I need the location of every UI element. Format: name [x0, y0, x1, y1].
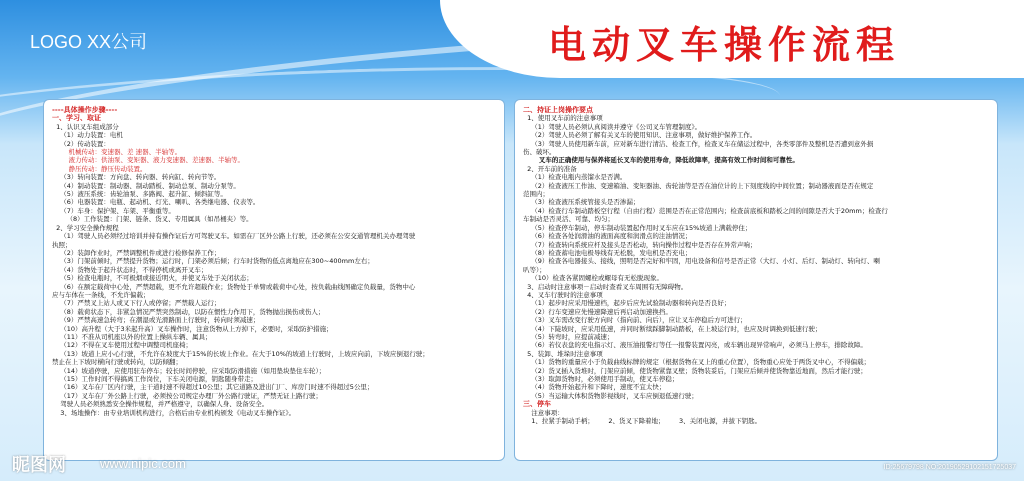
- text-line: （4）货物开始起升和下降时，速度不宜太快；: [523, 383, 666, 392]
- text-line: 一、学习、取证: [52, 114, 101, 123]
- text-line: 注意事项：: [523, 408, 564, 417]
- company-logo-text: LOGO XX公司: [30, 32, 148, 52]
- text-line: （4）货物处于起升状态时，不得停机或离开叉车；: [52, 265, 208, 274]
- watermark-id: ID:25679798 NO:20190529102151725037: [883, 464, 1016, 471]
- text-line: 执照；: [52, 240, 72, 249]
- text-line: （11）不准从司机座以外的位置上操纵车辆、属具；: [52, 332, 212, 341]
- text-line: （5）液压系统：齿轮油泵、多路阀、起升缸、倾斜缸等。: [52, 190, 227, 199]
- text-line: （3）门架前倾时，严禁提升货物；运行时，门架必须后倾；行车时货物的低点离地应在300~400mm左右；: [52, 257, 374, 266]
- text-line: （5）检查电瓶时，不可极烟或接近明火，并使叉车处于关闭状态；: [52, 274, 253, 283]
- text-line: （2）装卸作业时，严禁调整机件或进行检修保养工作；: [52, 248, 221, 257]
- text-line: 机械传动：变速器、差 速器、半轴等。: [52, 148, 182, 157]
- text-line: ----具体操作步骤----: [52, 106, 118, 114]
- text-line: （1）动力装置：电机: [52, 131, 123, 140]
- text-line: （5）转弯时，应提前减速；: [523, 332, 614, 341]
- text-line: （1）检查电瓶内蒸馏水是否满。: [523, 173, 627, 182]
- text-line: （3）取卸货物时，必须使用手制动，使叉车停稳；: [523, 375, 679, 383]
- right-panel: [514, 99, 998, 461]
- text-line: （4）检查行车制动踏板空行程（自由行程）范围是否在正常范围内；检查前底板和踏板之间的间隙是否大于20mm；检查行: [523, 206, 888, 215]
- text-line: （1）驾驶人员必须认真阅读并遵守《公司叉车管理制度》。: [523, 122, 702, 131]
- text-line: （6）在额定载荷中心处，严禁超载，更不允许超载作业；货物处于单臂或载荷中心处，按负载曲线图确定负载量，货物中心: [52, 282, 416, 291]
- text-line: （5）检查停车制动，停车制动装置起作用时叉车应在15%坡道上满载停住；: [523, 223, 752, 232]
- text-line: 叭等）；: [523, 265, 546, 274]
- text-line: （14）坡道停驶，应使用驻车停车；较长时间停驶，应采取防滑措施（如用垫块垫住车轮）；: [52, 366, 326, 375]
- text-line: 三、停车: [523, 400, 551, 409]
- text-line: （1）驾驶人员必须经过培训并持有操作证后方可驾驶叉车。如需在厂区外公路上行驶，还必须在公安交通管理机关办理驾驶: [52, 232, 416, 241]
- text-line: （3）转向装置：方向盘、转向器、转向缸、转向节等。: [52, 173, 221, 182]
- text-line: 1、使用叉车前的注意事项: [523, 114, 603, 123]
- text-line: （9）严禁高速急转弯；在潮湿或光滑路面上行驶时，转向时须减速；: [52, 316, 260, 325]
- text-line: （3）叉车需改变行驶方向时（指向前、向后），应让叉车停稳后方可进行；: [523, 316, 747, 325]
- text-line: （3）驾驶人员使用新车前，应对新车进行清洁、检查工作，检查叉车在储运过程中，各类零部件及整机是否遭到意外损: [523, 139, 874, 148]
- text-line: （8）工作装置：门架、链条、货叉、专用属具（如吊桶夹）等。: [52, 215, 253, 224]
- text-line: （1）货物的重量应小于负载曲线标牌的规定（根据货物在叉上的重心位置），货物重心应处于两货叉中心，不得偏载；: [523, 358, 871, 367]
- text-line: 车制动是否灵活、可靠、均匀；: [523, 215, 614, 224]
- watermark-site: 昵图网: [12, 455, 66, 476]
- text-line: （7）车身：保护架、车架、平衡重等。: [52, 206, 175, 215]
- text-line: 1、拉紧手制动手柄； 2、货叉下降着地； 3、关闭电源，并拔下钥匙。: [523, 417, 762, 426]
- text-line: （6）电器装置：电瓶、起动机、灯光、喇叭、各类继电器、仪表等。: [52, 198, 260, 207]
- text-line: （8）检查蓄电池电极导线有无松脱，发电机是否充电；: [523, 248, 692, 257]
- text-line: 叉车的正确使用与保养将延长叉车的使用寿命，降低故障率，提高有效工作时间和可靠性。: [523, 156, 799, 165]
- text-line: （10）检查各紧固螺栓或螺母有无松脱现象。: [523, 274, 664, 283]
- text-line: 驾驶人员必须熟悉安全操作规程，并严格遵守，以确保人身、设备安全。: [52, 400, 269, 409]
- text-line: 液力传动：供油泵、变矩器、液力变速器、差速器、半轴等。: [52, 156, 245, 165]
- text-line: （12）不得在叉车使用过程中调整司机座椅；: [52, 341, 193, 350]
- text-line: （13）坡道上应小心行驶，不允许在坡度大于15%的长坡上作业。在大于10%的坡道上行驶时，上坡应向前，下坡应倒退行驶；: [52, 349, 429, 358]
- text-line: 1、认识叉车组成部分: [52, 122, 119, 131]
- text-line: 3、启动时注意事项－启动时查看叉车周围有无障碍物。: [523, 282, 688, 291]
- text-line: （15）工作时间不得搞离工作岗位，下车关闭电源，钥匙随身带走；: [52, 375, 258, 383]
- text-line: （2）货叉插入货堆时，门架应前倾，使货物紧靠叉壁；货物装妥后，门架应后倾并使货物靠近地面，然后才能行驶；: [523, 366, 867, 375]
- text-line: 禁止在上下坡时横向行驶或转向，以防倾翻；: [52, 358, 182, 367]
- text-line: （7）严禁叉上站人或叉下行人或停留；严禁载人运行；: [52, 299, 221, 308]
- text-line: （6）若仪表盘的充电指示灯、液压油报警灯等任一报警装置闪亮，或车辆出现异常响声，必须马上停车，排除故障。: [523, 341, 867, 350]
- text-line: （5）当运输大体积货物影视线时，叉车应倒退低速行驶；: [523, 391, 698, 400]
- text-line: （1）起步时应采用慢速档，起步后应先试验制动器和转向是否良好；: [523, 299, 731, 308]
- text-line: 范围内；: [523, 190, 549, 199]
- text-line: 静压传动：静压传动装置。: [52, 164, 147, 173]
- text-line: 4、叉车行驶时的注意事项: [523, 290, 603, 299]
- text-line: （10）高升程（大于3米起升高）叉车操作时，注意货物从上方掉下，必要时，采取防护措施；: [52, 324, 333, 333]
- text-line: 3、场地操作：由专业培训机构进行，合格后由专业机构颁发《电动叉车操作证》。: [52, 408, 296, 417]
- text-line: 伤、破坏。: [523, 148, 556, 157]
- text-line: （17）叉车在厂外公路上行驶，必须按公司规定办理厂外公路行驶证，严禁无证上路行驶；: [52, 391, 323, 400]
- text-line: （7）检查转向系统应杆及接头是否松动，转向操作过程中是否存在异常声响；: [523, 240, 757, 249]
- text-line: （16）叉车在厂区内行驶，主干道时速不得超过10公里；其它道路及进出门厂、库房门时速不得超过5公里；: [52, 383, 374, 392]
- watermark-url: www.nipic.com: [100, 456, 186, 471]
- left-panel: [43, 99, 505, 461]
- text-line: 2、学习安全操作规程: [52, 223, 119, 232]
- text-line: （3）检查液压系统管接头是否渗漏；: [523, 198, 640, 207]
- page-title: 电动叉车操作流程: [548, 23, 901, 67]
- text-line: （2）行车变速应先慢速降速后再启动加速换挡。: [523, 307, 672, 316]
- text-line: （4）制动装置：制动器、制动踏板、制动总泵、制动分泵等。: [52, 181, 240, 190]
- text-line: 应与车体在一条线，不允许偏载；: [52, 290, 150, 299]
- text-line: （2）检查液压工作油、变速箱油、变矩器油、齿轮油等是否在油位计的上下刻度线的中间位置；制动器液面是否在规定: [523, 181, 874, 190]
- text-line: （8）载荷状态下，非紧急情况严禁突然制动，以防在惯性力作用下，货物抛出损伤或伤人；: [52, 307, 325, 316]
- text-line: （6）检查各处润滑油的液面高度和润滑点的注油情况；: [523, 232, 692, 241]
- text-line: 2、开车前的准备: [523, 164, 577, 173]
- text-line: （2）驾驶人员必须了解有关叉车的使用知识、注意事项，做好维护保养工作。: [523, 131, 757, 140]
- text-line: 5、装卸、堆垛时注意事项: [523, 349, 603, 358]
- text-line: （9）检查各电器接头、接线，照明是否完好和牢固，用电设备和信号是否正常（大灯、小灯、后灯、制动灯、转向灯、喇: [523, 257, 880, 266]
- text-line: 二、持证上岗操作要点: [523, 106, 593, 114]
- text-line: （4）下陡坡时，应采用低速，并同时断续踩脚制动踏板，在上坡运行时，也应及时调换到低速行驶；: [523, 324, 822, 333]
- text-line: （2）传动装置：: [52, 139, 110, 148]
